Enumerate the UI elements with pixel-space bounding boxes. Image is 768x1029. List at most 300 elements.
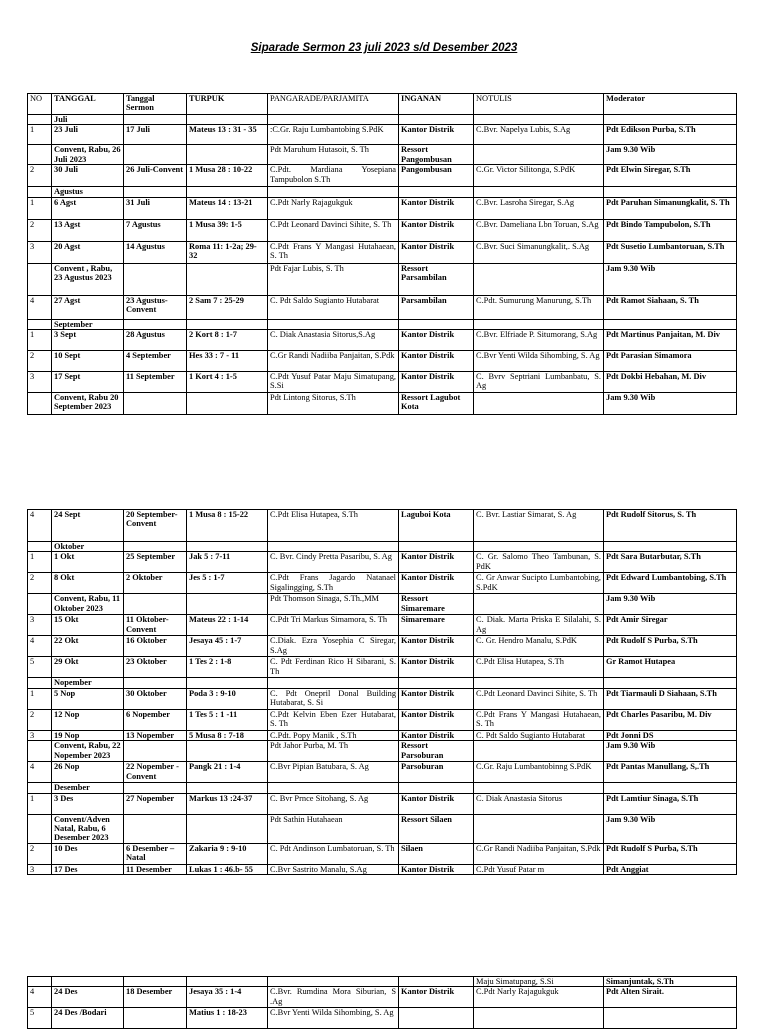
cell-no: 1 [28,197,52,219]
cell-tanggal-sermon: 16 Oktober [124,636,187,657]
cell-no: 1 [28,552,52,573]
cell-inganan [399,678,474,688]
cell-turpuk [187,145,268,165]
cell-moderator: Pdt Dokbi Hebahan, M. Div [604,372,737,393]
cell-notulis: C.Pdt Elisa Hutapea, S.Th [474,657,604,678]
table-row [28,263,737,295]
cell-turpuk: 5 Musa 8 : 7-18 [187,730,268,740]
cell-notulis: Maju Simatupang, S.Si [474,977,604,987]
cell-notulis [474,145,604,165]
cell-notulis [474,263,604,295]
cell-moderator: Pdt Lamtiur Sinaga, S.Th [604,793,737,814]
cell-pangarade: C.Bvr Pipian Batubara, S. Ag [268,762,399,783]
cell-notulis [474,393,604,415]
cell-tanggal-sermon [124,319,187,329]
cell-no [28,319,52,329]
cell-tanggal-sermon: 25 September [124,552,187,573]
table-row [28,814,737,843]
cell-turpuk: Jes 5 : 1-7 [187,573,268,594]
cell-moderator: Gr Ramot Hutapea [604,657,737,678]
cell-turpuk: 1 Kort 4 : 1-5 [187,372,268,393]
cell-inganan: Ressort Simaremare [399,594,474,615]
table-row [28,1008,737,1029]
cell-no [28,741,52,762]
cell-moderator: Pdt Anggiat [604,864,737,874]
cell-tanggal-sermon [124,542,187,552]
cell-pangarade: C.Pdt Leonard Davinci Sihite, S. Th [268,219,399,241]
cell-pangarade: C.Gr Randi Nadiiba Panjaitan, S.Pdk [268,351,399,372]
cell-moderator: Moderator [604,94,737,115]
cell-tanggal [52,977,124,987]
cell-pangarade: C.Pdt Yusuf Patar Maju Simatupang, S.Si [268,372,399,393]
cell-moderator: Jam 9.30 Wib [604,594,737,615]
cell-no: 4 [28,510,52,542]
table-row [28,115,737,125]
cell-tanggal-sermon: 11 Desember [124,864,187,874]
cell-tanggal-sermon [124,977,187,987]
table-row [28,145,737,165]
cell-inganan: Ressort Lagubot Kota [399,393,474,415]
cell-inganan: Kantor Distrik [399,330,474,351]
cell-tanggal-sermon [124,115,187,125]
cell-pangarade: C.Pdt Tri Markus Simamora, S. Th [268,615,399,636]
cell-tanggal-sermon: 30 Oktober [124,688,187,709]
cell-inganan [399,977,474,987]
cell-tanggal-sermon [124,1008,187,1029]
cell-tanggal: 5 Nop [52,688,124,709]
cell-pangarade [268,977,399,987]
cell-pangarade: C. Pdt Ferdinan Rico H Sibarani, S. Th [268,657,399,678]
cell-pangarade: Pdt Thomson Sinaga, S.Th.,MM [268,594,399,615]
cell-notulis: C.Gr Randi Nadiiba Panjaitan, S.Pdk [474,843,604,864]
cell-inganan [399,542,474,552]
cell-tanggal-sermon [124,594,187,615]
cell-tanggal-sermon: 18 Desember [124,987,187,1008]
cell-moderator [604,187,737,197]
cell-turpuk: Jesaya 45 : 1-7 [187,636,268,657]
cell-pangarade: C. Diak Anastasia Sitorus,S.Ag [268,330,399,351]
cell-turpuk [187,741,268,762]
cell-no: 4 [28,295,52,319]
cell-inganan: Parsambilan [399,295,474,319]
cell-inganan: Laguboi Kota [399,510,474,542]
table-row [28,843,737,864]
cell-tanggal: Agustus [52,187,124,197]
cell-no [28,115,52,125]
cell-notulis: C.Bvr. Suci Simanungkalit,. S.Ag [474,241,604,263]
cell-no: 5 [28,1008,52,1029]
cell-pangarade: C.Pdt Kelvin Eben Ezer Hutabarat, S. Th [268,709,399,730]
cell-turpuk: Mateus 13 : 31 - 35 [187,125,268,145]
cell-no [28,977,52,987]
cell-inganan: Kantor Distrik [399,125,474,145]
table-row [28,295,737,319]
cell-tanggal: Oktober [52,542,124,552]
cell-pangarade: C.Pdt Frans Jagardo Natanael Sigalingging, S.Th [268,573,399,594]
cell-turpuk: Roma 11: 1-2a; 29-32 [187,241,268,263]
cell-inganan: Pangombusan [399,165,474,187]
cell-tanggal: 10 Sept [52,351,124,372]
cell-tanggal-sermon: 28 Agustus [124,330,187,351]
cell-moderator: Pdt Alten Sirait. [604,987,737,1008]
cell-turpuk [187,814,268,843]
cell-tanggal-sermon: 26 Juli-Convent [124,165,187,187]
cell-pangarade: C. Pdt Saldo Sugianto Hutabarat [268,295,399,319]
cell-turpuk: Pangk 21 : 1-4 [187,762,268,783]
schedule-table-part-3 [27,976,737,1029]
cell-no: 1 [28,688,52,709]
cell-moderator [604,319,737,329]
cell-tanggal: 10 Des [52,843,124,864]
cell-inganan [399,115,474,125]
cell-tanggal: 12 Nop [52,709,124,730]
cell-pangarade [268,542,399,552]
cell-tanggal: Convent, Rabu, 11 Oktober 2023 [52,594,124,615]
cell-pangarade: C.Bvr. Rumdina Mora Siburian, S .Ag [268,987,399,1008]
cell-turpuk [187,393,268,415]
cell-turpuk: TURPUK [187,94,268,115]
cell-tanggal-sermon: 11 September [124,372,187,393]
cell-notulis: C.Pdt Yusuf Patar m [474,864,604,874]
table-row [28,615,737,636]
cell-no: 4 [28,762,52,783]
cell-tanggal: 17 Sept [52,372,124,393]
cell-notulis [474,187,604,197]
cell-moderator: Jam 9.30 Wib [604,263,737,295]
table-row [28,636,737,657]
cell-turpuk [187,187,268,197]
cell-tanggal-sermon [124,678,187,688]
cell-moderator: Pdt Pantas Manullang, S,.Th [604,762,737,783]
table-row [28,125,737,145]
cell-turpuk [187,977,268,987]
cell-pangarade [268,678,399,688]
cell-inganan [399,783,474,793]
cell-pangarade: C. Bvr. Cindy Pretta Pasaribu, S. Ag [268,552,399,573]
cell-pangarade: C. Bvr Prnce Sitohang, S. Ag [268,793,399,814]
cell-tanggal: Nopember [52,678,124,688]
table-row [28,987,737,1008]
cell-tanggal-sermon: 27 Nopember [124,793,187,814]
cell-moderator: Pdt Rudolf S Purba, S.Th [604,636,737,657]
cell-notulis: C.Pdt. Sumurung Manurung, S.Th [474,295,604,319]
cell-notulis: C.Pdt Frans Y Mangasi Hutahaean, S. Th [474,709,604,730]
table-row [28,688,737,709]
cell-notulis: C.Gr. Raju Lumbantobinng S.PdK [474,762,604,783]
cell-moderator: Pdt Martinus Panjaitan, M. Div [604,330,737,351]
cell-pangarade: C.Bvr Yenti Wilda Sihombing, S. Ag [268,1008,399,1029]
cell-tanggal: 17 Des [52,864,124,874]
cell-tanggal: 13 Agst [52,219,124,241]
cell-turpuk: 1 Musa 8 : 15-22 [187,510,268,542]
cell-moderator: Pdt Sara Butarbutar, S.Th [604,552,737,573]
cell-no: 3 [28,730,52,740]
cell-tanggal-sermon [124,393,187,415]
cell-tanggal-sermon: 23 Oktober [124,657,187,678]
table-row [28,594,737,615]
table-row [28,762,737,783]
cell-inganan: Kantor Distrik [399,219,474,241]
cell-tanggal-sermon: Tanggal Sermon [124,94,187,115]
page-title: Siparade Sermon 23 juli 2023 s/d Desember 2023 [250,42,518,54]
cell-moderator: Pdt Bindo Tampubolon, S.Th [604,219,737,241]
cell-tanggal-sermon: 20 September-Convent [124,510,187,542]
cell-no: NO [28,94,52,115]
cell-moderator: Pdt Elwin Siregar, S.Th [604,165,737,187]
cell-turpuk: Matius 1 : 18-23 [187,1008,268,1029]
cell-tanggal: Convent, Rabu, 26 Juli 2023 [52,145,124,165]
cell-no: 3 [28,241,52,263]
cell-notulis [474,678,604,688]
cell-inganan: Kantor Distrik [399,573,474,594]
cell-notulis: C. Gr. Salomo Theo Tambunan, S. PdK [474,552,604,573]
cell-no [28,678,52,688]
cell-notulis [474,594,604,615]
cell-tanggal: 8 Okt [52,573,124,594]
cell-notulis: C. Bvrv Septriani Lumbanbatu, S. Ag [474,372,604,393]
cell-turpuk [187,542,268,552]
cell-tanggal: 19 Nop [52,730,124,740]
cell-moderator: Pdt Parasian Simamora [604,351,737,372]
cell-turpuk [187,319,268,329]
cell-notulis: NOTULIS [474,94,604,115]
cell-moderator: Pdt Paruhan Simanungkalit, S. Th [604,197,737,219]
cell-inganan: Kantor Distrik [399,657,474,678]
cell-tanggal-sermon: 6 Desember – Natal [124,843,187,864]
cell-notulis: C. Gr. Hendro Manalu, S.PdK [474,636,604,657]
cell-pangarade [268,783,399,793]
table-row [28,542,737,552]
cell-notulis: C. Diak. Marta Priska E Silalahi, S. Ag [474,615,604,636]
cell-tanggal: 1 Okt [52,552,124,573]
cell-notulis: C.Bvr. Dameliana Lbn Toruan, S.Ag [474,219,604,241]
cell-pangarade: Pdt Fajar Lubis, S. Th [268,263,399,295]
cell-tanggal-sermon [124,783,187,793]
cell-no: 2 [28,351,52,372]
table-row [28,783,737,793]
cell-tanggal: 20 Agst [52,241,124,263]
cell-turpuk [187,678,268,688]
cell-inganan: Ressort Silaen [399,814,474,843]
table-row [28,319,737,329]
cell-no: 2 [28,165,52,187]
cell-turpuk [187,783,268,793]
cell-moderator [604,1008,737,1029]
cell-tanggal-sermon: 11 Oktober-Convent [124,615,187,636]
cell-tanggal-sermon [124,263,187,295]
cell-notulis [474,1008,604,1029]
schedule-table-part-1 [27,93,737,415]
cell-pangarade [268,319,399,329]
cell-tanggal-sermon: 14 Agustus [124,241,187,263]
cell-turpuk: Markus 13 :24-37 [187,793,268,814]
cell-tanggal: 27 Agst [52,295,124,319]
cell-no: 4 [28,636,52,657]
table-row [28,393,737,415]
cell-tanggal: 6 Agst [52,197,124,219]
cell-no: 3 [28,372,52,393]
cell-notulis: C.Pdt Narly Rajagukguk [474,987,604,1008]
cell-tanggal-sermon: 23 Agustus-Convent [124,295,187,319]
table-row [28,864,737,874]
cell-pangarade: C.Diak. Ezra Yosephia C Siregar, S.Ag [268,636,399,657]
cell-moderator: Pdt Rudolf Sitorus, S. Th [604,510,737,542]
cell-no: 2 [28,843,52,864]
cell-moderator: Pdt Susetio Lumbantoruan, S.Th [604,241,737,263]
cell-moderator: Pdt Rudolf S Purba, S.Th [604,843,737,864]
cell-notulis [474,783,604,793]
cell-inganan: Parsoburan [399,762,474,783]
cell-inganan [399,187,474,197]
cell-tanggal: TANGGAL [52,94,124,115]
cell-turpuk: Mateus 22 : 1-14 [187,615,268,636]
cell-inganan: Kantor Distrik [399,552,474,573]
cell-tanggal-sermon: 31 Juli [124,197,187,219]
cell-inganan: Kantor Distrik [399,864,474,874]
table-row [28,709,737,730]
cell-moderator: Jam 9.30 Wib [604,741,737,762]
cell-no: 4 [28,987,52,1008]
cell-inganan: Kantor Distrik [399,730,474,740]
cell-inganan [399,319,474,329]
cell-notulis: C. Bvr. Lastiar Simarat, S. Ag [474,510,604,542]
table-row [28,372,737,393]
cell-moderator: Pdt Edward Lumbantobing, S.Th [604,573,737,594]
table-row [28,219,737,241]
cell-tanggal-sermon: 7 Agustus [124,219,187,241]
cell-tanggal-sermon: 2 Oktober [124,573,187,594]
cell-pangarade: C.Pdt Narly Rajagukguk [268,197,399,219]
cell-turpuk: Poda 3 : 9-10 [187,688,268,709]
table-row [28,552,737,573]
cell-inganan: Simaremare [399,615,474,636]
cell-pangarade: :C.Gr. Raju Lumbantobing S.PdK [268,125,399,145]
schedule-table-part-2 [27,509,737,875]
cell-inganan: Kantor Distrik [399,688,474,709]
cell-no: 2 [28,219,52,241]
cell-inganan: Kantor Distrik [399,793,474,814]
cell-turpuk: 1 Musa 39: 1-5 [187,219,268,241]
cell-tanggal-sermon: 17 Juli [124,125,187,145]
cell-tanggal-sermon [124,741,187,762]
cell-tanggal-sermon: 4 September [124,351,187,372]
cell-tanggal-sermon [124,814,187,843]
cell-pangarade: C.Pdt Elisa Hutapea, S.Th [268,510,399,542]
cell-turpuk [187,263,268,295]
cell-tanggal: 24 Des /Bodari [52,1008,124,1029]
cell-no: 2 [28,709,52,730]
cell-pangarade [268,187,399,197]
cell-inganan: Ressort Parsoburan [399,741,474,762]
cell-turpuk: 1 Tes 5 : 1 -11 [187,709,268,730]
cell-tanggal: 22 Okt [52,636,124,657]
cell-moderator [604,783,737,793]
cell-tanggal: 3 Sept [52,330,124,351]
cell-tanggal: Convent, Rabu 20 September 2023 [52,393,124,415]
cell-pangarade: C. Pdt Onepril Donal Building Hutabarat, S. Si [268,688,399,709]
cell-tanggal-sermon: 6 Nopember [124,709,187,730]
cell-moderator: Pdt Tiarmauli D Siahaan, S.Th [604,688,737,709]
cell-tanggal: 24 Sept [52,510,124,542]
cell-inganan: Ressort Parsambilan [399,263,474,295]
cell-notulis [474,542,604,552]
cell-no [28,542,52,552]
table-row [28,741,737,762]
cell-no [28,814,52,843]
cell-no: 2 [28,573,52,594]
cell-moderator: Jam 9.30 Wib [604,145,737,165]
cell-turpuk [187,594,268,615]
table-row [28,351,737,372]
cell-inganan: Kantor Distrik [399,351,474,372]
cell-no: 3 [28,615,52,636]
cell-moderator [604,678,737,688]
cell-tanggal: 30 Juli [52,165,124,187]
cell-pangarade: Pdt Jahor Purba, M. Th [268,741,399,762]
cell-moderator: Simanjuntak, S.Th [604,977,737,987]
cell-turpuk [187,115,268,125]
cell-turpuk: 1 Musa 28 : 10-22 [187,165,268,187]
cell-no [28,783,52,793]
cell-notulis: C. Pdt Saldo Sugianto Hutabarat [474,730,604,740]
cell-inganan: Kantor Distrik [399,987,474,1008]
cell-moderator: Pdt Charles Pasaribu, M. Div [604,709,737,730]
cell-notulis [474,814,604,843]
cell-tanggal-sermon [124,145,187,165]
cell-no: 5 [28,657,52,678]
cell-notulis: C.Pdt Leonard Davinci Sihite, S. Th [474,688,604,709]
cell-no: 1 [28,793,52,814]
cell-tanggal: 23 Juli [52,125,124,145]
cell-inganan: INGANAN [399,94,474,115]
cell-turpuk: Jak 5 : 7-11 [187,552,268,573]
cell-moderator: Jam 9.30 Wib [604,814,737,843]
table-row [28,94,737,115]
cell-tanggal: Desember [52,783,124,793]
cell-no [28,145,52,165]
table-row [28,573,737,594]
cell-no: 3 [28,864,52,874]
cell-moderator: Pdt Amir Siregar [604,615,737,636]
cell-notulis: C.Bvr. Elfriade P. Situmorang, S.Ag [474,330,604,351]
cell-turpuk: Hes 33 : 7 - 11 [187,351,268,372]
table-row [28,730,737,740]
cell-notulis [474,319,604,329]
cell-turpuk: Lukas 1 : 46.b- 55 [187,864,268,874]
cell-tanggal: 15 Okt [52,615,124,636]
cell-notulis: C.Bvr Yenti Wilda Sihombing, S. Ag [474,351,604,372]
cell-moderator: Pdt Edikson Purba, S.Th [604,125,737,145]
table-row [28,793,737,814]
cell-no [28,594,52,615]
cell-pangarade [268,115,399,125]
cell-inganan: Silaen [399,843,474,864]
cell-inganan: Kantor Distrik [399,372,474,393]
cell-tanggal: Juli [52,115,124,125]
table-row [28,165,737,187]
cell-pangarade: C.Pdt Frans Y Mangasi Hutahaean, S. Th [268,241,399,263]
cell-notulis: C.Bvr. Lasroha Siregar, S.Ag [474,197,604,219]
cell-moderator [604,542,737,552]
cell-turpuk: 2 Kort 8 : 1-7 [187,330,268,351]
cell-pangarade: Pdt Sathin Hutahaean [268,814,399,843]
cell-tanggal: 24 Des [52,987,124,1008]
cell-moderator: Jam 9.30 Wib [604,393,737,415]
cell-no [28,393,52,415]
cell-tanggal-sermon: 13 Nopember [124,730,187,740]
table-row [28,678,737,688]
cell-tanggal-sermon: 22 Nopember - Convent [124,762,187,783]
